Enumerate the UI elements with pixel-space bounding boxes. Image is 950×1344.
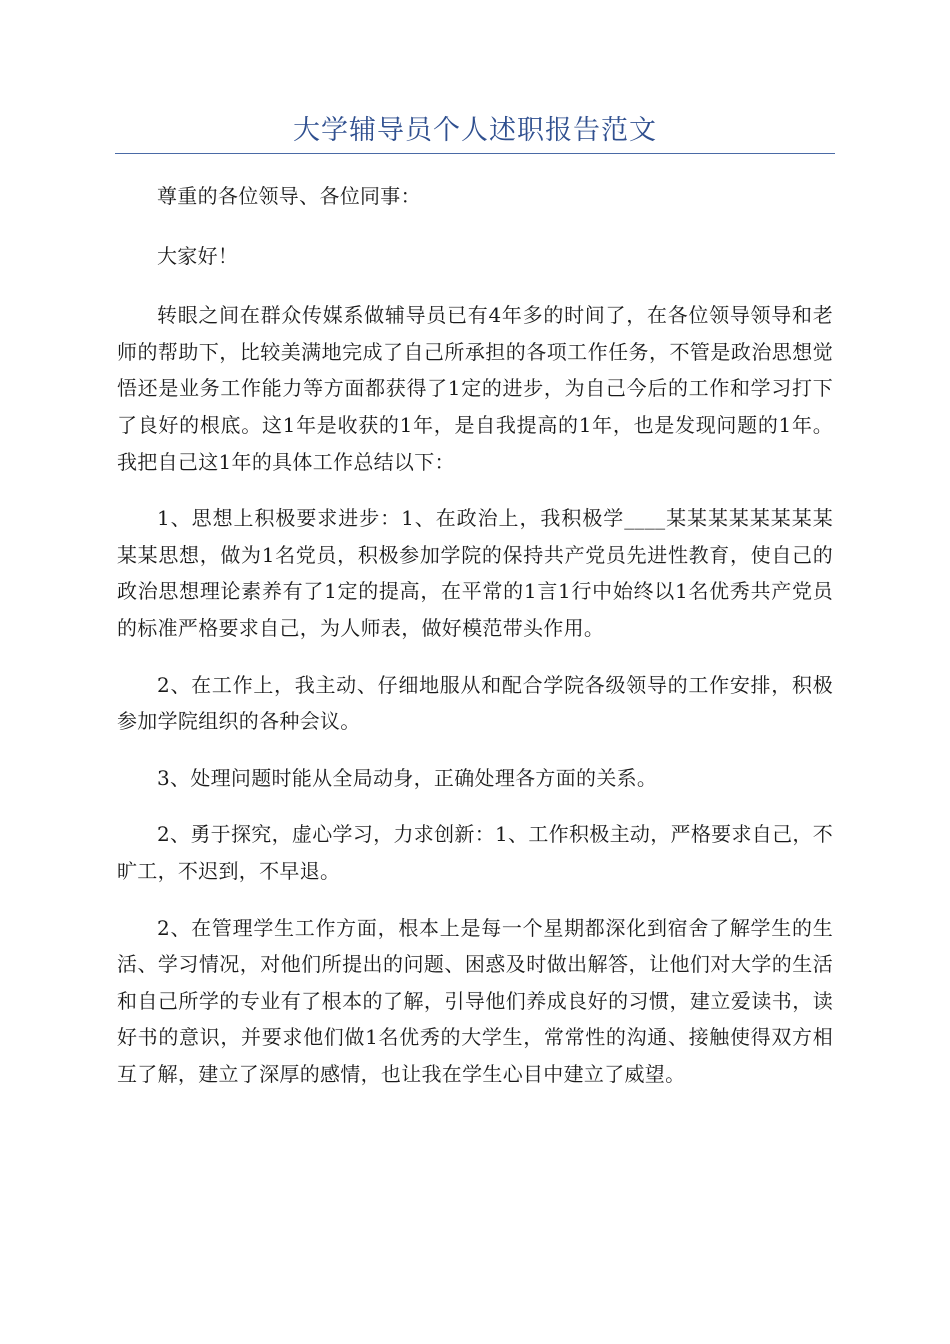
document-body [117,178,833,1112]
salutation-paragraph: 尊重的各位领导、各位同事： [157,184,421,208]
intro-paragraph: 转眼之间在群众传媒系做辅导员已有4年多的时间了，在各位领导领导和老师的帮助下，比较美满地完成了自己所承担的各项工作任务，不管是政治思想觉悟还是业务工作能力等方面都获得了1定的进步，为自己今后的工作和学习打下了良好的根底。这1年是收获的1年，是自我提高的1年，也是发现问题的1年。我把自己这1年的具体工作总结以下： [117,303,833,474]
body-paragraph: 2、在管理学生工作方面，根本上是每一个星期都深化到宿舍了解学生的生活、学习情况，对他们所提出的问题、困惑及时做出解答，让他们对大学的生活和自己所学的专业有了根本的了解，引导他们养成良好的习惯，建立爱读书，读好书的意识，并要求他们做1名优秀的大学生，常常性的沟通、接触使得双方相互了解，建立了深厚的感情，也让我在学生心目中建立了威望。 [117,915,833,1086]
document-title: 大学辅导员个人述职报告范文 [293,115,657,146]
body-paragraph: 2、在工作上，我主动、仔细地服从和配合学院各级领导的工作安排，积极参加学院组织的各种会议。 [117,672,833,734]
body-paragraph: 2、勇于探究，虚心学习，力求创新：1、工作积极主动，严格要求自己，不旷工，不迟到，不早退。 [117,822,833,883]
greeting-paragraph: 大家好！ [157,243,239,268]
title-underline [115,153,835,154]
body-paragraph: 1、思想上积极要求进步：1、在政治上，我积极学____某某某某某某某某某某思想，做为1名党员，积极参加学院的保持共产党员先进性教育，使自己的政治思想理论素养有了1定的提高，在平常的1言1行中始终以1名优秀共产党员的标准严格要求自己，为人师表，做好模范带头作用。 [117,506,833,640]
body-paragraph: 3、处理问题时能从全局动身，正确处理各方面的关系。 [157,765,658,790]
